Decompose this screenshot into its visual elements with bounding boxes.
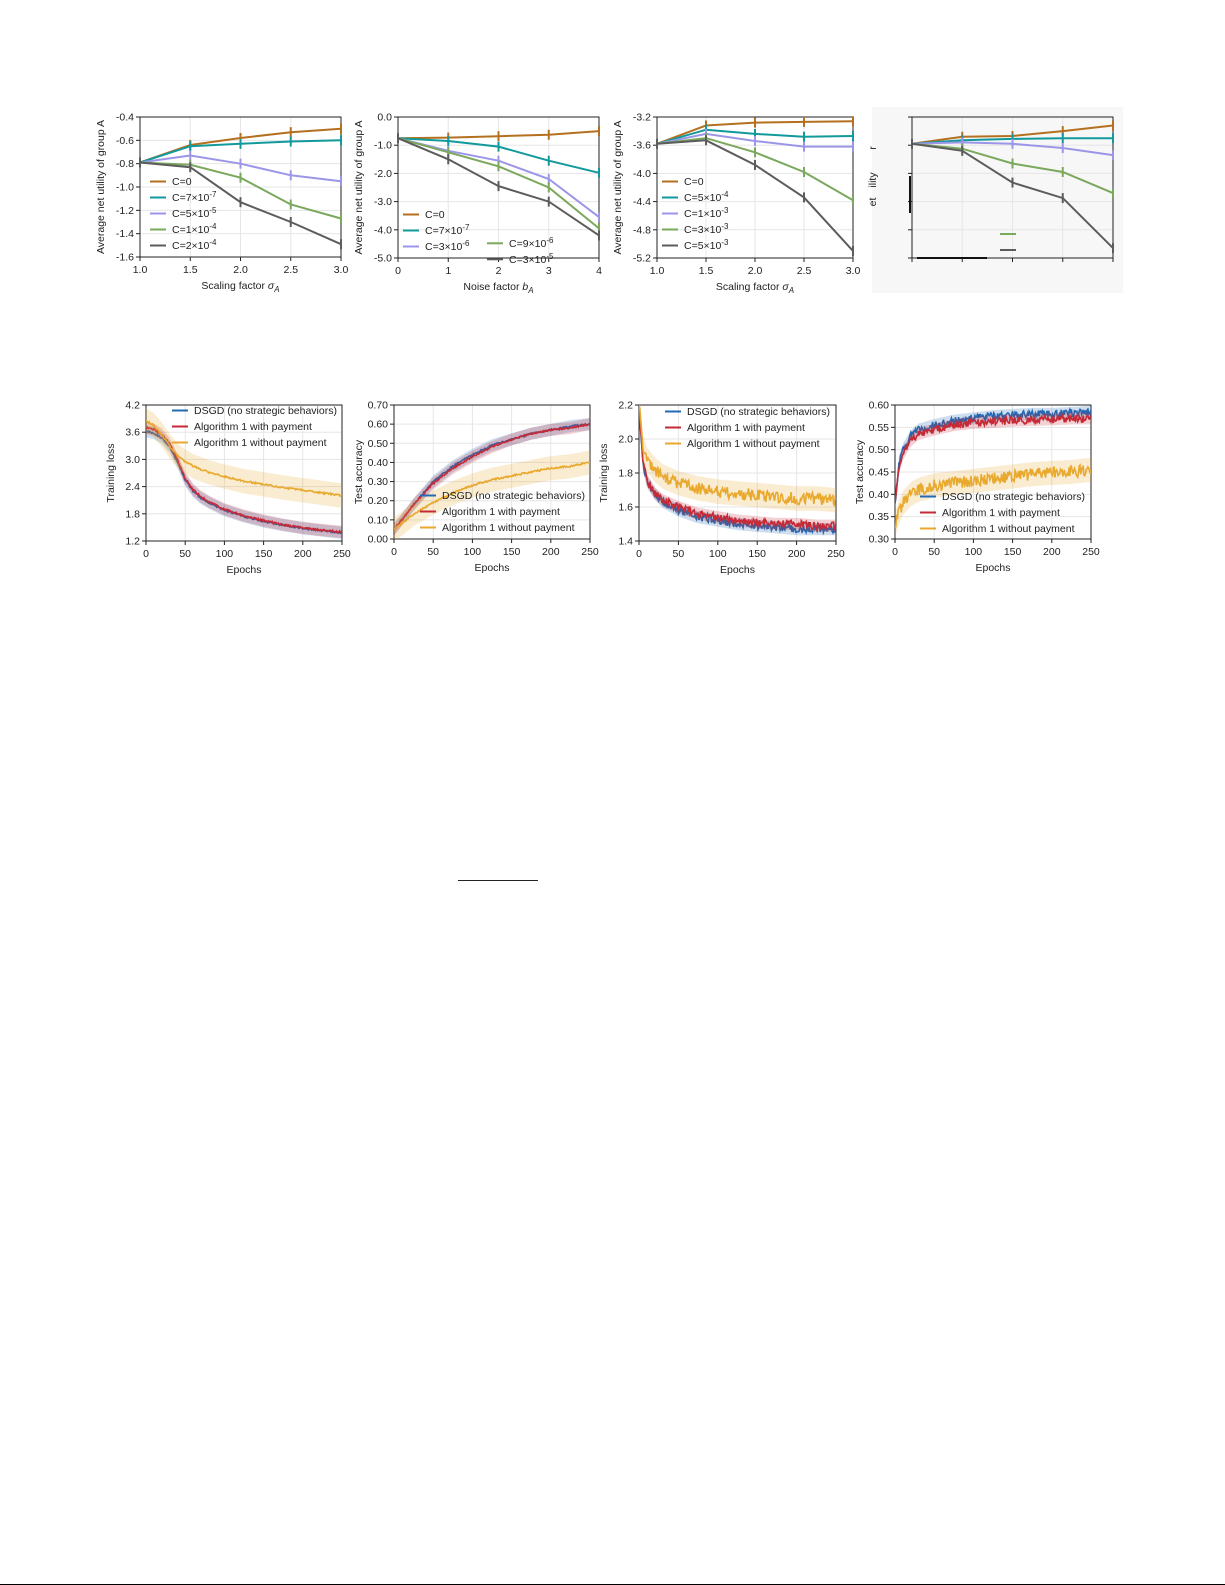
y-axis-title: Average net utility of group A (353, 120, 365, 255)
y-tick-label: 0.45 (868, 466, 889, 479)
y-tick-label: -3.0 (373, 196, 392, 209)
y-tick-label: 2.2 (618, 399, 633, 412)
y-tick-label: -1.2 (115, 204, 134, 217)
chart-panel-3 (612, 112, 860, 296)
legend-label: $C=5\times 10^{-3}$ (684, 238, 729, 252)
legend-label: DSGD (no strategic behaviors) (442, 490, 585, 502)
y-tick-label: 4.2 (125, 399, 140, 412)
y-tick-label: 0.40 (868, 488, 889, 501)
x-tick-label: 250 (1082, 546, 1100, 558)
legend-label: DSGD (no strategic behaviors) (194, 405, 337, 417)
y-tick-label: 0.55 (868, 421, 889, 434)
y-tick-label: -1.0 (115, 181, 134, 194)
x-tick-label: 200 (1043, 546, 1061, 558)
confidence-band (639, 399, 836, 532)
x-tick-label: 0 (636, 548, 642, 560)
x-tick-label: 100 (709, 548, 727, 560)
x-tick-label: 0 (395, 265, 401, 277)
x-tick-label: 150 (748, 548, 766, 560)
y-axis-title-fragment: et (867, 197, 879, 207)
x-tick-label: 200 (294, 548, 312, 560)
x-tick-label: 1 (445, 265, 452, 277)
legend (920, 491, 1085, 535)
y-axis-title: Training loss (105, 443, 117, 503)
x-tick-label: 2.0 (233, 264, 248, 276)
y-tick-label: 1.6 (618, 501, 633, 514)
y-tick-label: -1.0 (373, 139, 392, 152)
x-tick-label: 2 (495, 265, 502, 277)
legend-label: $C=1\times 10^{-4}$ (172, 222, 217, 236)
y-tick-label: -4.0 (632, 167, 651, 180)
x-tick-label: 0 (892, 546, 898, 558)
y-tick-label: 0.40 (367, 456, 388, 469)
y-tick-label: 3.6 (125, 426, 140, 439)
legend-label: $C=3\times 10^{-3}$ (684, 222, 729, 236)
x-axis-title: Scaling factor $\sigma_A$ (201, 280, 280, 294)
x-tick-label: 2.5 (796, 265, 812, 277)
legend-label: $C=3\times 10^{-5}$ (509, 251, 554, 266)
x-axis-title: Epochs (719, 564, 756, 576)
legend-label: $C=5\times 10^{-4}$ (684, 190, 729, 204)
y-axis-title-fragment: ility (867, 172, 879, 188)
legend-label: $C=1\times 10^{-3}$ (684, 206, 729, 220)
y-axis-title: Training loss (598, 443, 610, 503)
y-tick-label: 1.8 (125, 508, 140, 521)
x-tick-label: 250 (827, 548, 845, 560)
chart-panel-4 (867, 107, 1123, 293)
y-tick-label: 2.0 (618, 433, 633, 446)
y-tick-label: -1.4 (115, 228, 134, 241)
x-tick-label: 250 (333, 548, 351, 560)
x-tick-label: 150 (254, 548, 273, 560)
y-tick-label: 0.60 (868, 399, 889, 412)
legend-label: C=0 (425, 209, 445, 221)
legend-label: $C=5\times 10^{-5}$ (172, 206, 217, 220)
y-tick-label: 0.0 (377, 111, 392, 124)
x-tick-label: 100 (463, 546, 482, 558)
x-tick-label: 50 (928, 546, 941, 558)
x-tick-label: 1.0 (649, 265, 665, 277)
x-tick-label: 3 (545, 265, 552, 277)
chart-panel-6 (353, 400, 599, 575)
x-tick-label: 1.0 (132, 264, 148, 276)
y-tick-label: 2.4 (125, 481, 140, 494)
x-tick-label: 3.0 (845, 265, 861, 277)
y-tick-label: 1.2 (125, 535, 140, 548)
chart-panel-8 (854, 400, 1100, 575)
y-tick-label: 0.30 (868, 533, 889, 546)
legend-label: Algorithm 1 with payment (442, 506, 560, 518)
chart-panel-5 (105, 400, 351, 577)
legend-label: $C=7\times 10^{-7}$ (172, 190, 217, 204)
legend-label: Algorithm 1 with payment (942, 507, 1060, 519)
y-tick-label: -4.4 (632, 196, 651, 209)
y-axis-title: Test accuracy (854, 439, 866, 505)
legend-label: Algorithm 1 without payment (942, 523, 1075, 535)
y-tick-label: 1.8 (618, 467, 633, 480)
x-tick-label: 2.5 (283, 264, 299, 276)
legend (420, 490, 585, 534)
legend-label: Algorithm 1 without payment (687, 438, 820, 450)
legend-label: Algorithm 1 with payment (194, 421, 312, 433)
x-tick-label: 200 (787, 548, 806, 560)
y-tick-label: -0.8 (115, 158, 134, 171)
x-tick-label: 3.0 (333, 264, 349, 276)
y-tick-label: -4.0 (373, 224, 392, 237)
y-axis-title-fragment: r (867, 146, 879, 150)
x-tick-label: 2.0 (747, 265, 763, 277)
y-tick-label: -0.4 (115, 111, 134, 124)
x-axis-title: Epochs (474, 562, 510, 574)
y-tick-label: 0.50 (367, 437, 388, 450)
x-tick-label: 4 (596, 265, 602, 277)
y-tick-label: 0.00 (367, 533, 388, 546)
chart-panel-7 (598, 393, 845, 576)
legend-label: Algorithm 1 without payment (442, 522, 575, 534)
x-tick-label: 150 (1003, 546, 1022, 558)
y-tick-label: 0.30 (367, 476, 388, 489)
x-axis-title: Scaling factor $\sigma_A$ (715, 281, 795, 295)
y-tick-label: 0.10 (367, 514, 388, 527)
x-tick-label: 250 (581, 546, 599, 558)
y-tick-label: 0.20 (367, 495, 388, 508)
x-tick-label: 50 (672, 548, 685, 560)
x-tick-label: 0 (391, 546, 397, 558)
y-axis-title: Average net utility of group A (612, 120, 624, 255)
y-axis-title: Test accuracy (353, 439, 365, 505)
x-tick-label: 50 (179, 548, 192, 560)
legend-label: C=0 (684, 176, 704, 188)
chart-panel-2 (353, 112, 602, 296)
legend-label: Algorithm 1 with payment (687, 422, 805, 434)
legend-label: $C=2\times 10^{-4}$ (172, 238, 217, 252)
y-tick-label: 0.60 (367, 418, 388, 431)
y-axis-title: Average net utility of group A (95, 119, 107, 255)
footnote-rule (458, 880, 538, 881)
y-tick-label: 0.35 (868, 511, 889, 524)
y-tick-label: -5.2 (632, 252, 651, 265)
x-tick-label: 150 (502, 546, 521, 558)
legend-label: Algorithm 1 without payment (194, 437, 327, 449)
y-tick-label: -1.6 (115, 251, 134, 264)
legend (172, 405, 337, 449)
x-tick-label: 50 (427, 546, 440, 558)
x-tick-label: 1.5 (698, 265, 714, 277)
y-tick-label: 3.0 (125, 453, 140, 466)
y-tick-label: -3.2 (632, 111, 651, 124)
legend-label: $C=3\times 10^{-6}$ (425, 239, 470, 253)
y-tick-label: 0.70 (367, 399, 388, 412)
legend-label: $C=7\times 10^{-7}$ (425, 223, 470, 237)
legend-label: DSGD (no strategic behaviors) (942, 491, 1085, 503)
y-tick-label: -4.8 (632, 224, 651, 237)
x-tick-label: 0 (143, 548, 149, 560)
legend-label: $C=9\times 10^{-6}$ (509, 235, 554, 250)
y-tick-label: 1.4 (618, 535, 633, 548)
legend (665, 406, 830, 450)
y-tick-label: -3.6 (632, 139, 651, 152)
legend-label: DSGD (no strategic behaviors) (687, 406, 830, 418)
x-tick-label: 100 (215, 548, 234, 560)
y-tick-label: -0.6 (115, 134, 134, 147)
x-axis-title: Noise factor $b_A$ (463, 281, 534, 295)
x-axis-title: Epochs (226, 564, 262, 576)
x-axis-title: Epochs (975, 562, 1011, 574)
chart-panel-1 (95, 112, 348, 295)
x-tick-label: 200 (542, 546, 560, 558)
y-tick-label: -2.0 (373, 167, 392, 180)
x-tick-label: 100 (964, 546, 983, 558)
legend-label: C=0 (172, 176, 192, 188)
y-tick-label: 0.50 (868, 444, 889, 457)
legend (403, 209, 554, 266)
x-tick-label: 1.5 (182, 264, 198, 276)
legend (662, 176, 729, 252)
y-tick-label: -5.0 (373, 252, 392, 265)
